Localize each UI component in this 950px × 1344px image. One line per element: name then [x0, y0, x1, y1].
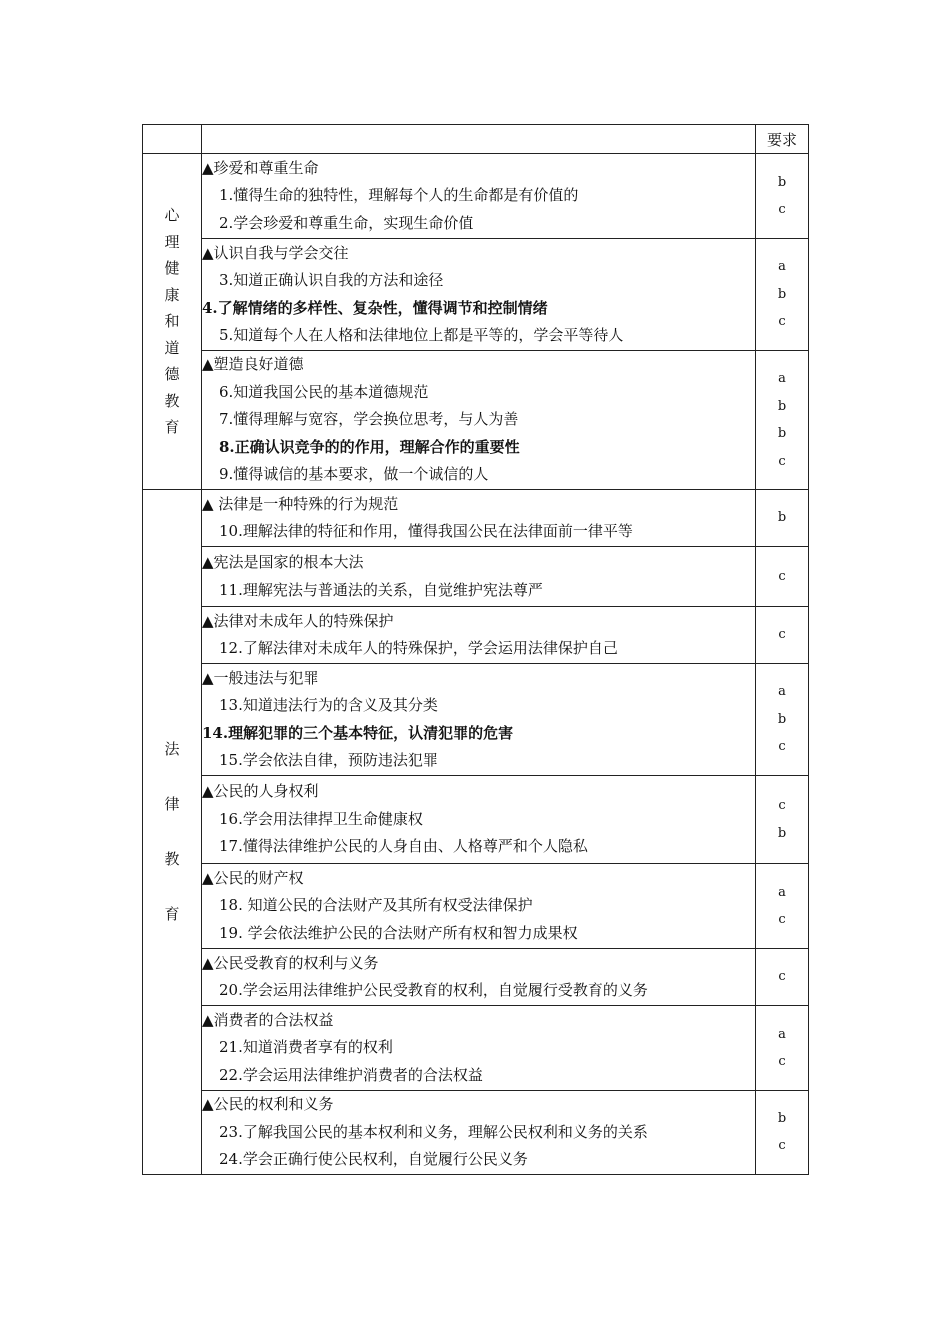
level-letter: c — [778, 1138, 786, 1154]
group-content — [202, 776, 756, 864]
group-levels — [756, 1006, 809, 1091]
category-char: 教 — [164, 849, 180, 868]
level-letter: a — [778, 371, 786, 386]
group-content — [202, 490, 756, 547]
table-row — [143, 1091, 809, 1175]
group-levels — [756, 154, 809, 239]
table-row — [143, 776, 809, 864]
header-row — [143, 125, 809, 154]
header-cell-requirement: 要求 — [756, 125, 809, 154]
group-title: ▲珍爱和尊重生命 — [202, 158, 319, 177]
group-levels — [756, 1091, 809, 1175]
requirement-item: 1.懂得生命的独特性，理解每个人的生命都是有价值的 — [219, 186, 579, 205]
requirement-item: 11.理解宪法与普通法的关系，自觉维护宪法尊严 — [219, 580, 543, 599]
requirement-item: 24.学会正确行使公民权利，自觉履行公民义务 — [219, 1150, 528, 1168]
group-title: ▲一般违法与犯罪 — [202, 668, 319, 687]
level-letter: c — [778, 739, 786, 755]
level-letter: c — [778, 314, 786, 330]
requirement-item: 4.了解情绪的多样性、复杂性，懂得调节和控制情绪 — [202, 298, 548, 317]
group-levels — [756, 864, 809, 949]
table-row — [143, 864, 809, 949]
requirement-item: 14.理解犯罪的三个基本特征，认清犯罪的危害 — [202, 723, 514, 742]
requirement-item: 7.懂得理解与宽容，学会换位思考，与人为善 — [219, 410, 519, 429]
group-title: ▲ 法律是一种特殊的行为规范 — [202, 494, 399, 513]
table-row — [143, 239, 809, 351]
group-levels — [756, 949, 809, 1006]
requirement-item: 5.知道每个人在人格和法律地位上都是平等的，学会平等待人 — [219, 326, 624, 344]
group-title: ▲公民受教育的权利与义务 — [202, 953, 379, 972]
requirement-item: 3.知道正确认识自我的方法和途径 — [219, 271, 444, 289]
group-title: ▲认识自我与学会交往 — [202, 243, 349, 262]
curriculum-table — [142, 124, 809, 1175]
group-levels — [756, 607, 809, 664]
level-letter: a — [778, 259, 786, 275]
group-content — [202, 547, 756, 607]
category-psychology-morality — [143, 154, 202, 490]
category-law — [143, 490, 202, 1175]
group-title: ▲法律对未成年人的特殊保护 — [202, 611, 394, 630]
requirement-item: 2.学会珍爱和尊重生命，实现生命价值 — [219, 213, 474, 232]
requirement-item: 8.正确认识竞争的的作用，理解合作的重要性 — [219, 437, 520, 456]
group-content — [202, 239, 756, 351]
group-title: ▲宪法是国家的根本大法 — [202, 553, 364, 571]
table-row — [143, 547, 809, 607]
level-letter: c — [778, 453, 786, 469]
group-title: ▲公民的财产权 — [202, 868, 304, 887]
group-title: ▲公民的人身权利 — [202, 782, 319, 801]
requirement-item: 21.知道消费者享有的权利 — [219, 1038, 393, 1057]
level-letter: b — [777, 286, 787, 302]
level-letter: c — [778, 627, 786, 643]
level-letter: a — [778, 1026, 786, 1042]
level-letter: b — [777, 174, 787, 190]
level-letter: a — [778, 884, 786, 900]
table-row — [143, 490, 809, 547]
level-letter: b — [777, 1110, 787, 1126]
category-char: 健 — [164, 259, 180, 278]
header-cell-category — [143, 125, 202, 154]
level-letter: b — [777, 825, 787, 841]
level-letter: b — [777, 398, 787, 414]
category-label — [164, 202, 180, 441]
group-title: ▲消费者的合法权益 — [202, 1010, 334, 1029]
level-letter: c — [778, 568, 786, 584]
group-levels — [756, 239, 809, 351]
group-content — [202, 949, 756, 1006]
requirement-item: 15.学会依法自律，预防违法犯罪 — [219, 751, 438, 769]
requirement-item: 22.学会运用法律维护消费者的合法权益 — [219, 1065, 483, 1084]
requirement-item: 18. 知道公民的合法财产及其所有权受法律保护 — [219, 896, 533, 915]
level-letter: b — [777, 426, 787, 441]
level-letter: c — [778, 969, 786, 985]
level-letter: c — [778, 1054, 786, 1069]
category-char: 教 — [164, 391, 180, 410]
requirement-item: 19. 学会依法维护公民的合法财产所有权和智力成果权 — [219, 923, 578, 942]
level-letter: a — [778, 684, 786, 700]
group-content — [202, 1091, 756, 1175]
requirement-item: 12.了解法律对未成年人的特殊保护，学会运用法律保护自己 — [219, 639, 618, 657]
level-letter: b — [777, 510, 787, 526]
group-content — [202, 864, 756, 949]
group-levels — [756, 547, 809, 607]
table-row — [143, 154, 809, 239]
requirement-item: 6.知道我国公民的基本道德规范 — [219, 382, 429, 401]
category-char: 育 — [164, 904, 180, 923]
table-row — [143, 1006, 809, 1091]
requirement-item: 10.理解法律的特征和作用，懂得我国公民在法律面前一律平等 — [219, 522, 633, 540]
category-char: 和 — [164, 312, 180, 331]
level-letter: c — [778, 912, 786, 927]
group-content — [202, 1006, 756, 1091]
level-letter: c — [778, 798, 786, 813]
table-row — [143, 664, 809, 776]
category-char: 律 — [164, 794, 180, 813]
requirement-item: 13.知道违法行为的含义及其分类 — [219, 696, 438, 714]
group-content — [202, 351, 756, 490]
requirement-item: 23.了解我国公民的基本权利和义务，理解公民权利和义务的关系 — [219, 1122, 648, 1141]
group-levels — [756, 776, 809, 864]
category-char: 心 — [164, 206, 180, 225]
table-row — [143, 607, 809, 664]
level-letter: b — [777, 711, 787, 727]
group-levels — [756, 490, 809, 547]
category-char: 理 — [164, 232, 180, 251]
requirement-item: 17.懂得法律维护公民的人身自由、人格尊严和个人隐私 — [219, 837, 588, 856]
requirement-item: 16.学会用法律捍卫生命健康权 — [219, 809, 423, 828]
group-content — [202, 664, 756, 776]
category-char: 康 — [164, 285, 180, 304]
category-char: 德 — [164, 365, 180, 384]
group-levels — [756, 351, 809, 490]
category-char: 育 — [164, 418, 180, 437]
category-label — [164, 722, 180, 942]
group-content — [202, 607, 756, 664]
group-content — [202, 154, 756, 239]
table-row — [143, 351, 809, 490]
group-title: ▲公民的权利和义务 — [202, 1095, 334, 1113]
group-levels — [756, 664, 809, 776]
header-cell-content — [202, 125, 756, 154]
category-char: 法 — [164, 739, 180, 758]
group-title: ▲塑造良好道德 — [202, 355, 304, 374]
category-char: 道 — [164, 338, 180, 357]
requirement-item: 9.懂得诚信的基本要求，做一个诚信的人 — [219, 465, 489, 484]
table-row — [143, 949, 809, 1006]
level-letter: c — [778, 202, 786, 217]
requirement-item: 20.学会运用法律维护公民受教育的权利，自觉履行受教育的义务 — [219, 981, 648, 999]
